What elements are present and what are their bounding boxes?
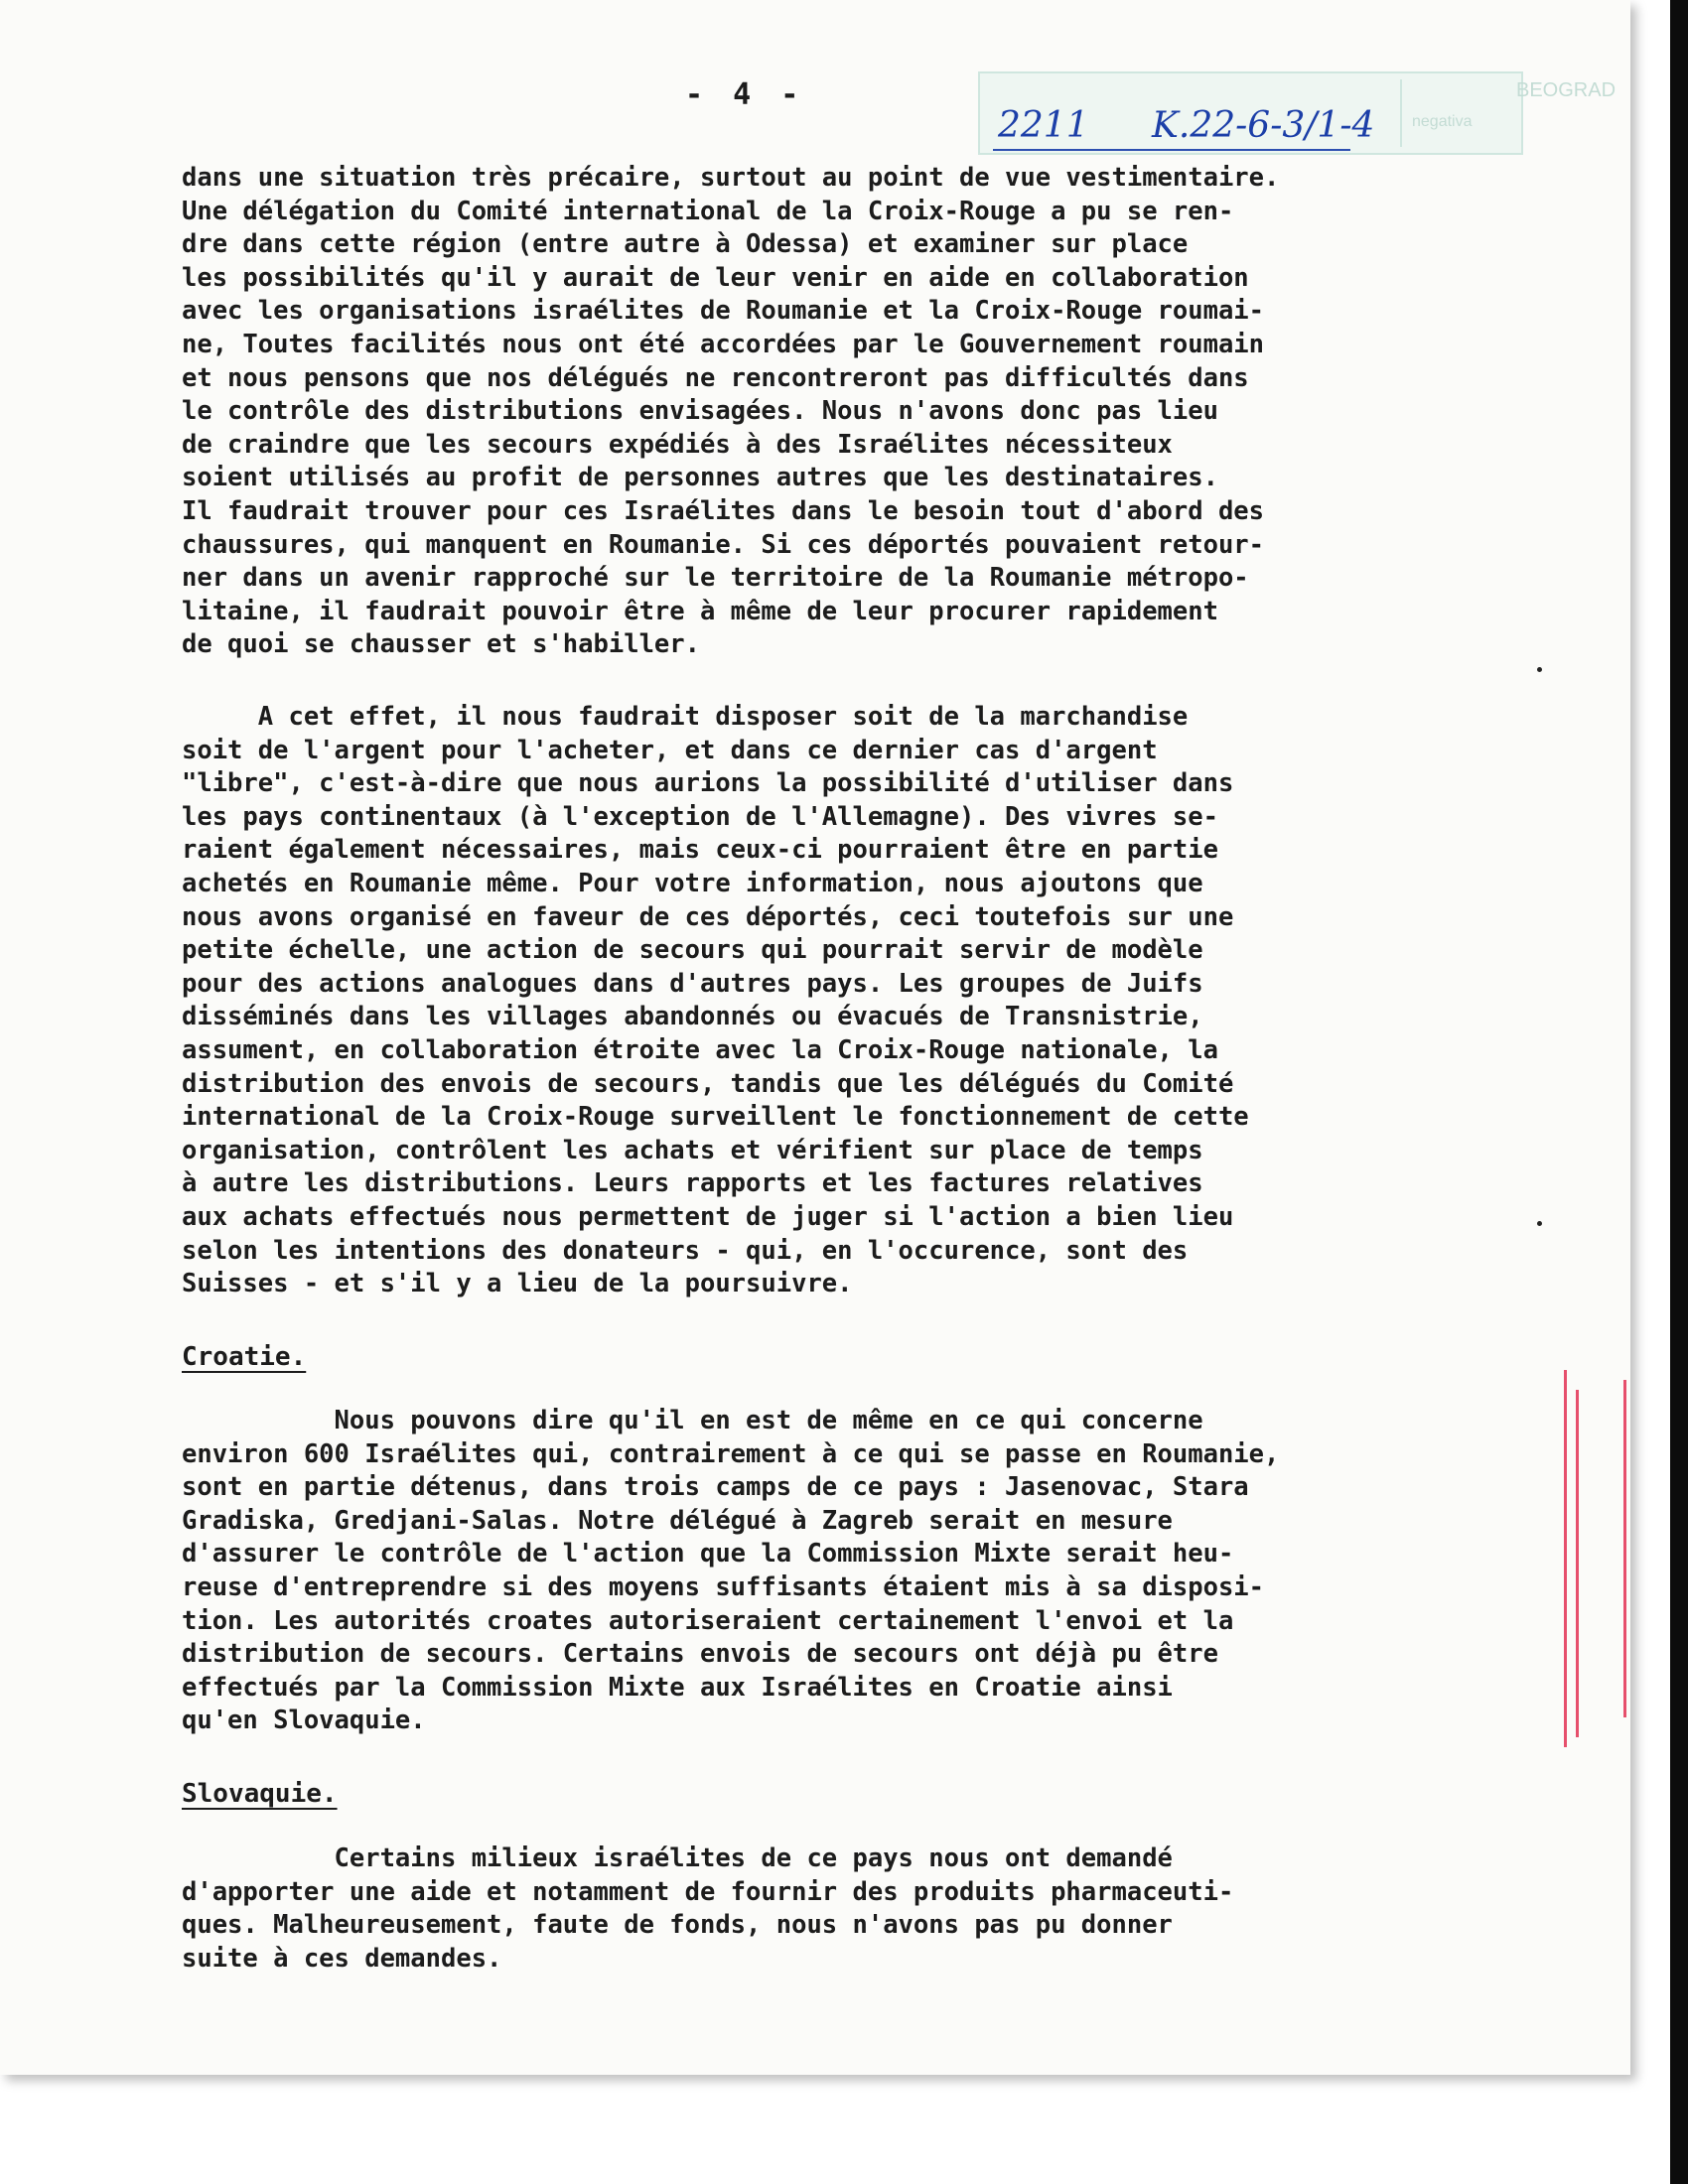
text-line: achetés en Roumanie même. Pour votre information, nous ajoutons que xyxy=(182,868,1203,898)
text-line: Gradiska, Gredjani-Salas. Notre délégué à Zagreb serait en mesure xyxy=(182,1505,1173,1536)
text-line: selon les intentions des donateurs - qui, en l'occurence, sont des xyxy=(182,1235,1189,1266)
text-line: raient également nécessaires, mais ceux-ci pourraient être en partie xyxy=(182,835,1218,866)
text-line: de quoi se chausser et s'habiller. xyxy=(182,629,700,660)
text-line: international de la Croix-Rouge surveillent le fonctionnement de cette xyxy=(182,1102,1249,1133)
text-line: suite à ces demandes. xyxy=(182,1943,502,1974)
paragraph-1 xyxy=(182,162,1532,662)
text-line: assument, en collaboration étroite avec la Croix-Rouge nationale, la xyxy=(182,1034,1218,1065)
stamp-box xyxy=(1400,79,1501,147)
text-line: Il faudrait trouver pour ces Israélites dans le besoin tout d'abord des xyxy=(182,495,1265,526)
text-line: disséminés dans les villages abandonnés ou évacués de Transnistrie, xyxy=(182,1002,1203,1032)
text-line: Nous pouvons dire qu'il en est de même en ce qui concerne xyxy=(182,1406,1203,1435)
text-line: reuse d'entreprendre si des moyens suffisants étaient mis à sa disposi- xyxy=(182,1571,1265,1602)
handwritten-reference-number: 2211 xyxy=(998,105,1089,146)
text-line: "libre", c'est-à-dire que nous aurions la possibilité d'utiliser dans xyxy=(182,768,1234,799)
handwritten-archive-code: K.22-6-3/1-4 xyxy=(1152,105,1375,146)
paragraph-slovaquie xyxy=(182,1843,1532,1976)
text-line: dans une situation très précaire, surtout au point de vue vestimentaire. xyxy=(182,163,1280,193)
text-line: environ 600 Israélites qui, contrairement à ce qui se passe en Roumanie, xyxy=(182,1438,1280,1469)
text-line: sont en partie détenus, dans trois camps de ce pays : Jasenovac, Stara xyxy=(182,1472,1249,1503)
text-line: aux achats effectués nous permettent de juger si l'action a bien lieu xyxy=(182,1201,1234,1232)
text-line: qu'en Slovaquie. xyxy=(182,1706,426,1736)
text-line: les possibilités qu'il y aurait de leur venir en aide en collaboration xyxy=(182,262,1249,293)
text-line: distribution des envois de secours, tandis que les délégués du Comité xyxy=(182,1068,1234,1099)
stamp-text-negativa: negativa xyxy=(1412,113,1473,130)
ink-speck xyxy=(1537,1221,1542,1226)
text-line: tion. Les autorités croates autoriseraient certainement l'envoi et la xyxy=(182,1605,1234,1636)
text-line: dre dans cette région (entre autre à Odessa) et examiner sur place xyxy=(182,229,1189,260)
text-line: chaussures, qui manquent en Roumanie. Si ces déportés pouvaient retour- xyxy=(182,529,1265,560)
text-line: à autre les distributions. Leurs rapports et les factures relatives xyxy=(182,1168,1203,1199)
paragraph-2 xyxy=(182,701,1532,1301)
stamp-text-city: BEOGRAD xyxy=(1516,79,1617,101)
text-line: Une délégation du Comité international de la Croix-Rouge a pu se ren- xyxy=(182,196,1234,226)
text-line: et nous pensons que nos délégués ne rencontreront pas difficultés dans xyxy=(182,362,1249,393)
text-line: d'assurer le contrôle de l'action que la Commission Mixte serait heu- xyxy=(182,1539,1234,1570)
text-line: ques. Malheureusement, faute de fonds, nous n'avons pas pu donner xyxy=(182,1910,1173,1941)
text-line: Suisses - et s'il y a lieu de la poursuivre. xyxy=(182,1269,853,1299)
scan-edge xyxy=(1670,0,1688,2184)
text-line: Certains milieux israélites de ce pays nous ont demandé xyxy=(182,1843,1173,1873)
text-line: petite échelle, une action de secours qui pourrait servir de modèle xyxy=(182,935,1203,966)
text-line: le contrôle des distributions envisagées. Nous n'avons donc pas lieu xyxy=(182,396,1218,427)
paragraph-croatie xyxy=(182,1405,1532,1738)
text-line: nous avons organisé en faveur de ces déportés, ceci toutefois sur une xyxy=(182,901,1234,932)
text-line: avec les organisations israélites de Roumanie et la Croix-Rouge roumai- xyxy=(182,296,1265,327)
text-line: litaine, il faudrait pouvoir être à même de leur procurer rapidement xyxy=(182,596,1218,626)
text-line: organisation, contrôlent les achats et vérifient sur place de temps xyxy=(182,1135,1203,1165)
text-line: pour des actions analogues dans d'autres pays. Les groupes de Juifs xyxy=(182,968,1203,999)
text-line: effectués par la Commission Mixte aux Israélites en Croatie ainsi xyxy=(182,1672,1173,1703)
text-line: A cet effet, il nous faudrait disposer soit de la marchandise xyxy=(182,702,1189,732)
ink-speck xyxy=(1537,667,1542,672)
text-line: soient utilisés au profit de personnes autres que les destinataires. xyxy=(182,463,1218,493)
text-line: ner dans un avenir rapproché sur le territoire de la Roumanie métropo- xyxy=(182,563,1249,594)
heading-slovaquie: Slovaquie. xyxy=(182,1779,338,1809)
page-number: - 4 - xyxy=(685,77,805,112)
text-line: de craindre que les secours expédiés à des Israélites nécessiteux xyxy=(182,429,1173,460)
text-line: ne, Toutes facilités nous ont été accordées par le Gouvernement roumain xyxy=(182,329,1265,359)
heading-croatie: Croatie. xyxy=(182,1342,307,1372)
text-line: d'apporter une aide et notamment de fournir des produits pharmaceuti- xyxy=(182,1876,1234,1907)
text-line: les pays continentaux (à l'exception de l'Allemagne). Des vivres se- xyxy=(182,801,1218,832)
handwritten-underline xyxy=(993,149,1350,151)
text-line: distribution de secours. Certains envois de secours ont déjà pu être xyxy=(182,1639,1218,1670)
text-line: soit de l'argent pour l'acheter, et dans ce dernier cas d'argent xyxy=(182,735,1158,765)
